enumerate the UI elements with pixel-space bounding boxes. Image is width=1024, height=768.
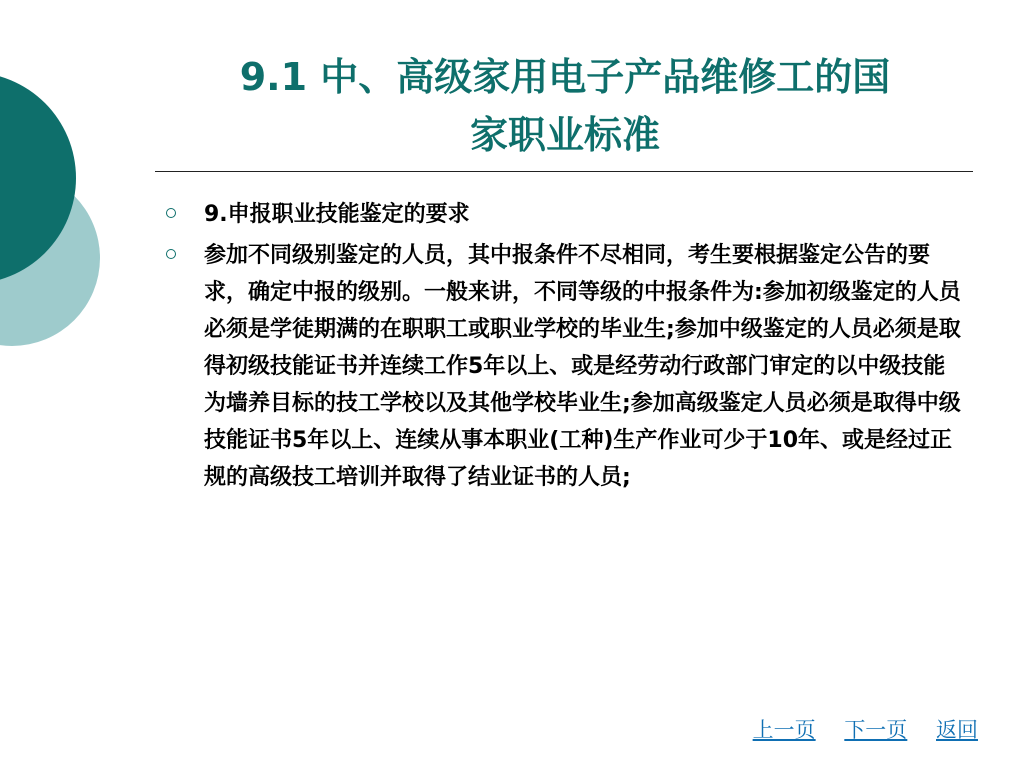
- bullet-circle-icon: [166, 249, 176, 259]
- title-divider: [155, 171, 973, 172]
- slide-title: [150, 48, 980, 164]
- title-line-1: 9.1 中、高级家用电子产品维修工的国: [239, 55, 891, 99]
- slide-navigation: [731, 714, 978, 744]
- title-line-2: 家职业标准: [469, 113, 660, 157]
- back-link[interactable]: 返回: [936, 718, 978, 742]
- bullet-item-requirements-detail: [162, 237, 962, 496]
- bullet-item-requirements-heading: [162, 196, 962, 233]
- bullet-text: 参加不同级别鉴定的人员，其中报条件不尽相同，考生要根据鉴定公告的要求，确定中报的级别。一般来讲，不同等级的中报条件为:参加初级鉴定的人员必须是学徒期满的在职职工或职业学校的毕业生;参加中级鉴定的人员必须是取得初级技能证书并连续工作5年以上、或是经劳动行政部门审定的以中级技能为墙养目标的技工学校以及其他学校毕业生;参加高级鉴定人员必须是取得中级技能证书5年以上、连续从事本职业(工种)生产作业可少于10年、或是经过正规的高级技工培训并取得了结业证书的人员;: [204, 243, 961, 490]
- bullet-text: 9.申报职业技能鉴定的要求: [204, 202, 470, 227]
- prev-page-link[interactable]: 上一页: [752, 718, 816, 742]
- bullet-circle-icon: [166, 208, 176, 218]
- next-page-link[interactable]: 下一页: [844, 718, 908, 742]
- bullet-list: [162, 196, 962, 496]
